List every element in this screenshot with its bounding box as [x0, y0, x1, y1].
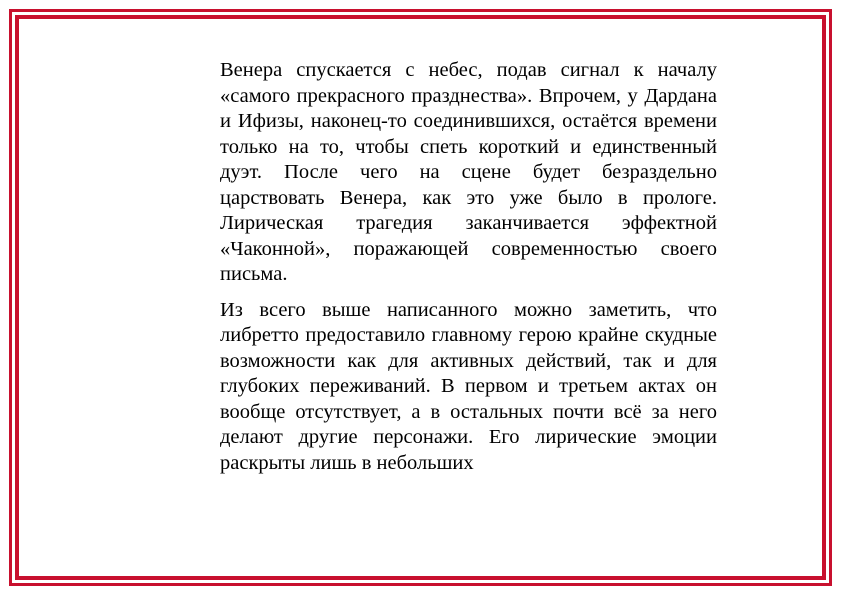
paragraph-2: Из всего выше написанного можно заметить, что либретто предоставило главному герою крайне скудные возможности как для активных действий, так и для глубоких переживаний. В первом и третьем актах он вообще отсутствует, а в остальных почти всё за него делают другие персонажи. Его лирические эмоции раскрыты лишь в небольших — [220, 298, 717, 474]
paragraph-1: Венера спускается с небес, подав сигнал к началу «самого прекрасного празднества». Впрочем, у Дардана и Ифизы, наконец-то соединившихся, остаётся времени только на то, чтобы спеть короткий и единственный дуэт. После чего на сцене будет безраздельно царствовать Венера, как это уже было в прологе. Лирическая трагедия заканчивается эффектной «Чаконной», поражающей современностью своего письма. — [220, 59, 717, 285]
document-text — [220, 58, 717, 476]
